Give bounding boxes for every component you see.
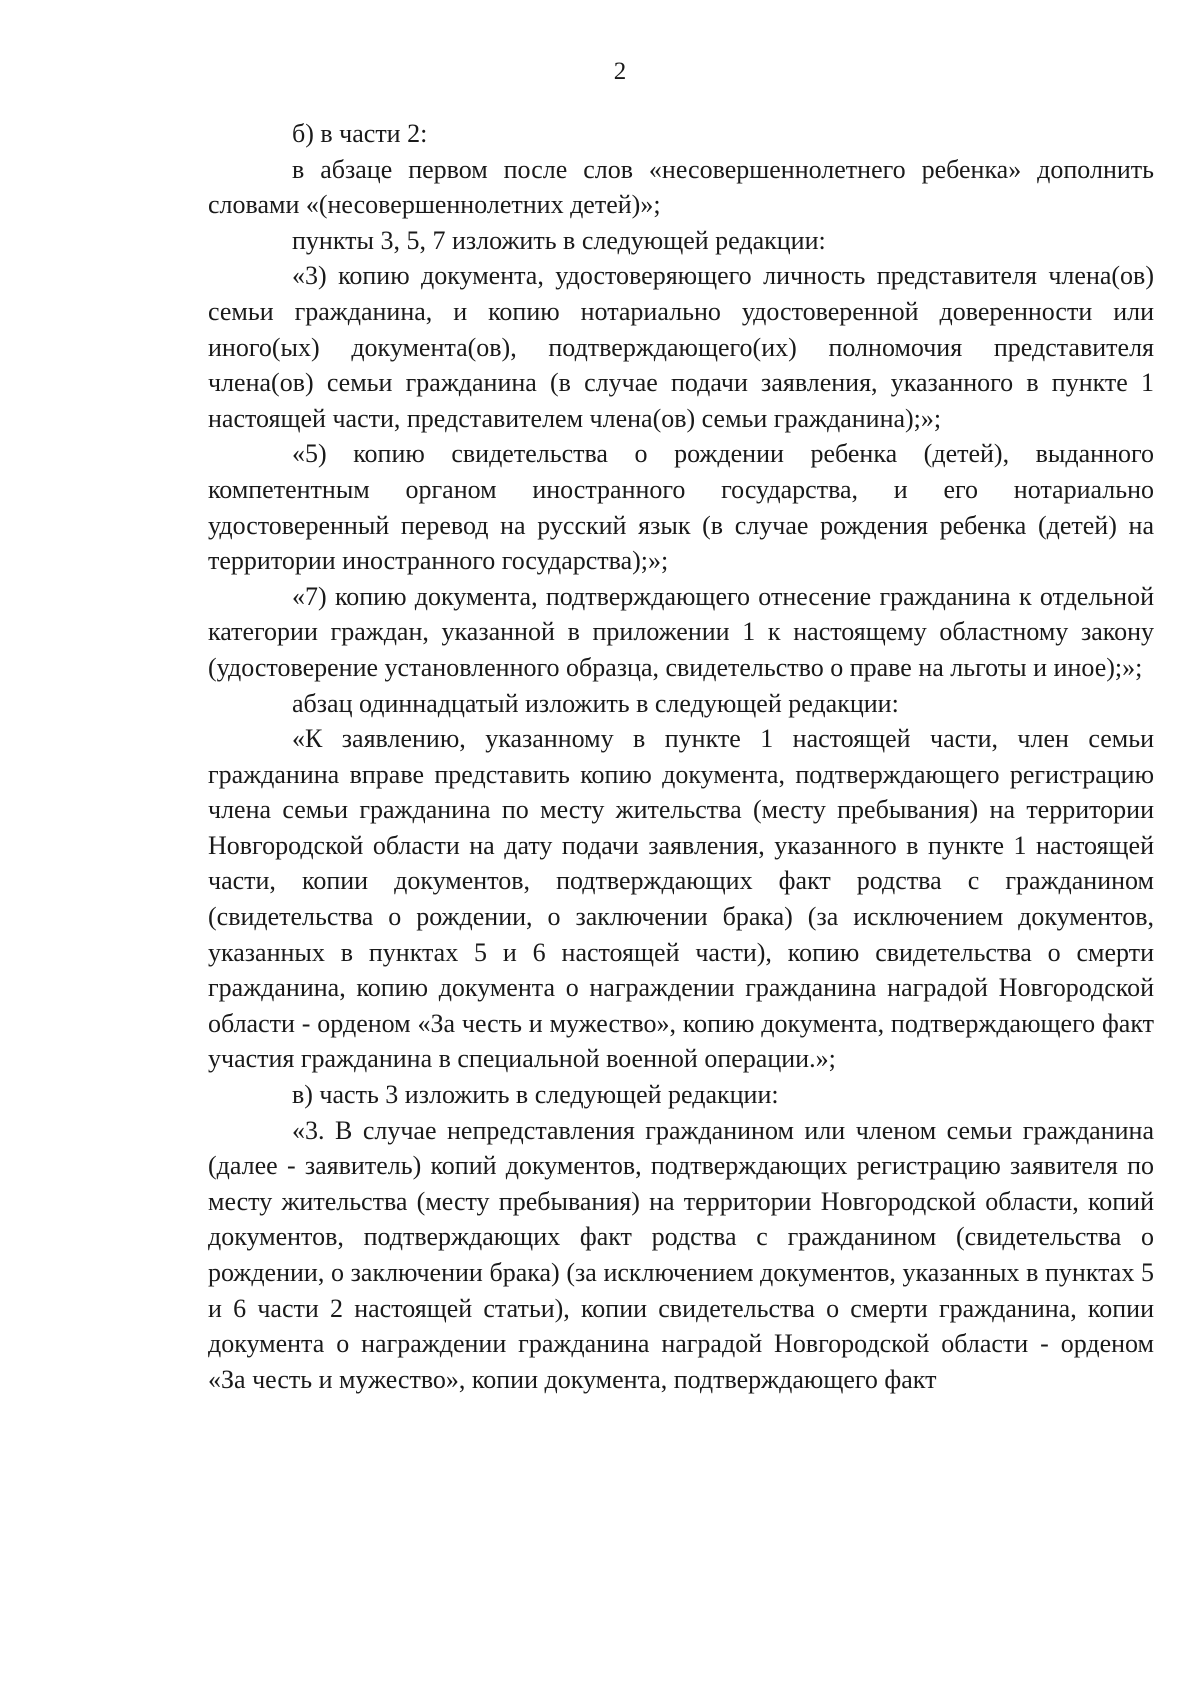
paragraph-eleventh-abzats-heading: абзац одиннадцатый изложить в следующей редакции: (292, 688, 899, 718)
paragraph-first-abzats-amendment: в абзаце первом после слов «несовершеннолетнего ребенка» дополнить словами «(несовершеннолетних детей)»; (208, 154, 1154, 220)
document-body (208, 116, 1154, 1397)
paragraph-items-heading: пункты 3, 5, 7 изложить в следующей редакции: (292, 225, 826, 255)
page-number: 2 (613, 58, 627, 85)
paragraph-item-3: «3) копию документа, удостоверяющего личность представителя члена(ов) семьи гражданина, и копию нотариально удостоверенной доверенности или иного(ых) документа(ов), подтверждающего(их) полномочия представителя члена(ов) семьи гражданина (в случае подачи заявления, указанного в пункте 1 настоящей части, представителем члена(ов) семьи гражданина);»; (208, 261, 1154, 433)
paragraph-part-2-heading: б) в части 2: (292, 119, 428, 148)
paragraph-eleventh-abzats-text: «К заявлению, указанному в пункте 1 настоящей части, член семьи гражданина вправе представить копию документа, подтверждающего регистрацию члена семьи гражданина по месту жительства (месту пребывания) на территории Новгородской области на дату подачи заявления, указанного в пункте 1 настоящей части, копии документов, подтверждающих факт родства с гражданином (свидетельства о рождении, о заключении брака) (за исключением документов, указанных в пунктах 5 и 6 настоящей части), копию свидетельства о смерти гражданина, копию документа о награждении гражданина наградой Новгородской области - орденом «За честь и мужество», копию документа, подтверждающего факт участия гражданина в специальной военной операции.»; (208, 724, 1154, 1074)
paragraph-part-3-heading: в) часть 3 изложить в следующей редакции: (292, 1080, 779, 1110)
paragraph-item-5: «5) копию свидетельства о рождении ребенка (детей), выданного компетентным органом иностранного государства, и его нотариально удостоверенный перевод на русский язык (в случае рождения ребенка (детей) на территории иностранного государства);»; (208, 439, 1154, 576)
paragraph-item-7: «7) копию документа, подтверждающего отнесение гражданина к отдельной категории граждан, указанной в приложении 1 к настоящему областному закону (удостоверение установленного образца, свидетельство о праве на льготы и иное);»; (208, 581, 1154, 682)
paragraph-part-3-text: «3. В случае непредставления гражданином или членом семьи гражданина (далее - заявитель) копий документов, подтверждающих регистрацию заявителя по месту жительства (месту пребывания) на территории Новгородской области, копий документов, подтверждающих факт родства с гражданином (свидетельства о рождении, о заключении брака) (за исключением документов, указанных в пунктах 5 и 6 части 2 настоящей статьи), копии свидетельства о смерти гражданина, копии документа о награждении гражданина наградой Новгородской области - орденом «За честь и мужество», копии документа, подтверждающего факт (208, 1115, 1154, 1394)
